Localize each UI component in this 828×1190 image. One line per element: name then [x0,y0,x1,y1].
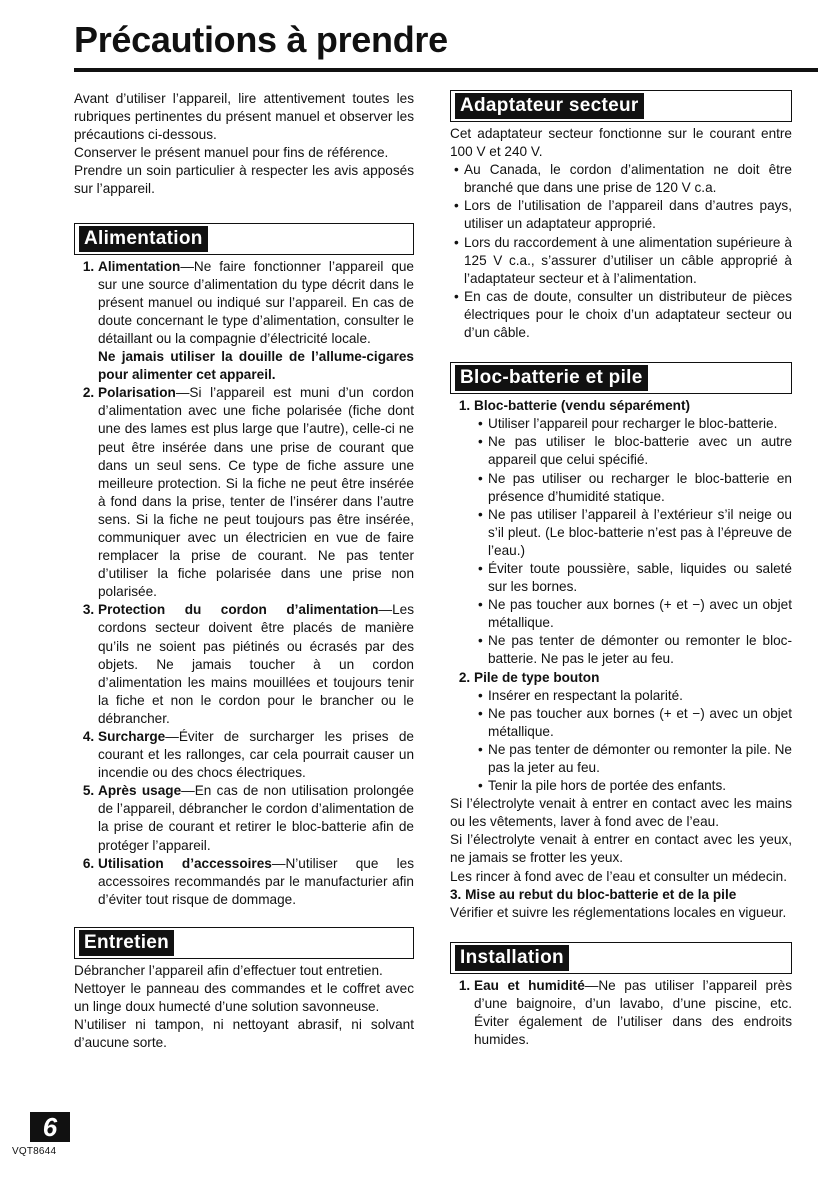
item-term: Protection du cordon d’alimentation [98,602,379,618]
model-code: VQT8644 [12,1146,57,1157]
alimentation-list [74,258,414,909]
item-text: —Ne faire fonctionner l’appareil que sur une source d’alimentation du type décrit dans le présent manuel ou indiqué sur l’appareil. En cas de doute concernant le type d’alimentation, consulter le détaillant ou la compagnie d’électricité locale. [98,258,414,346]
list-item [474,977,792,1049]
item-title: Bloc-batterie (vendu séparément) [474,398,691,414]
section-title-bloc-batterie: Bloc-batterie et pile [455,365,648,391]
item-text: —Si l’appareil est muni d’un cordon d’alimentation avec une fiche polarisée (fiche dont une des lames est plus large que l’autre), celle-ci ne peut être insérée dans une prise de courant que dans un seul sens. Ce type de fiche assure une meilleure protection. Si la fiche ne peut être insérée à fond dans la prise, tenter de l’insérer dans l’autre sens. Si la fiche ne peut toujours pas être insérée, communiquer avec un électricien en vue de faire remplacer la prise de courant. Ne pas tenter d’utiliser la fiche polarisée dans une prise non polarisée. [98,385,414,600]
bullet-item: • Ne pas toucher aux bornes (+ et −) avec un objet métallique. [488,705,792,741]
bullet-item: • Lors du raccordement à une alimentation supérieure à 125 V c.a., s’assurer d’utiliser un câble approprié à l’adaptateur secteur et à l’alimentation. [464,234,792,288]
right-column [450,90,792,1049]
bullet-item: • Ne pas toucher aux bornes (+ et −) avec un objet métallique. [488,596,792,632]
item-term: Surcharge [98,729,166,744]
entretien-paragraph: Débrancher l’appareil afin d’effectuer tout entretien. [74,962,383,978]
bloc-batterie-bullets [474,415,792,668]
section-header-entretien [74,927,414,959]
bullet-item: • Ne pas utiliser ou recharger le bloc-batterie en présence d’humidité statique. [488,470,792,506]
list-item [98,728,414,782]
item-text: —Les cordons secteur doivent être placés de manière qu’ils ne soient pas piétinés ou écrasés par des objets. Ne jamais toucher à un cordon d’alimentation les mains mouillées et toujours tenir la fiche et non le cordon pour le brancher ou le débrancher. [98,602,414,726]
entretien-paragraph: N’utiliser ni tampon, ni nettoyant abrasif, ni solvant d’aucune sorte. [74,1017,414,1051]
item-warning: Ne jamais utiliser la douille de l’allume-cigares pour alimenter cet appareil. [98,349,414,383]
bullet-item: • Ne pas tenter de démonter ou remonter le bloc-batterie. Ne pas le jeter au feu. [488,632,792,668]
bullet-item: • Éviter toute poussière, sable, liquides ou saleté sur les bornes. [488,560,792,596]
list-item [98,384,414,601]
list-item [474,669,792,796]
entretien-paragraph: Nettoyer le panneau des commandes et le coffret avec un linge doux humecté d’une solution savonneuse. [74,981,414,1015]
page-title: Précautions à prendre [74,19,448,60]
section-title-adaptateur: Adaptateur secteur [455,93,644,119]
bullet-item: • Insérer en respectant la polarité. [488,687,792,705]
bullet-item: • Tenir la pile hors de portée des enfants. [488,777,792,795]
bullet-item: • Lors de l’utilisation de l’appareil dans d’autres pays, utiliser un adaptateur approprié. [464,197,792,233]
item-term: Utilisation d’accessoires [98,855,272,871]
item-text: —Éviter de surcharger les prises de courant et les rallonges, car cela pourrait causer un incendie ou des chocs électriques. [98,729,414,781]
intro-paragraph: Avant d’utiliser l’appareil, lire attentivement toutes les rubriques pertinentes du présent manuel et observer les précautions ci-dessous. [74,91,414,143]
list-item [98,782,414,854]
installation-list [450,977,792,1049]
item3-title: 3. Mise au rebut du bloc-batterie et de la pile [450,886,737,902]
adaptateur-bullets [450,161,792,342]
item-title: Pile de type bouton [474,669,600,685]
adaptateur-intro: Cet adaptateur secteur fonctionne sur le courant entre 100 V et 240 V. [450,126,792,160]
list-item [98,258,414,385]
item3-text: Vérifier et suivre les réglementations locales en vigueur. [450,904,787,920]
section-title-installation: Installation [455,945,569,971]
bullet-item: • Utiliser l’appareil pour recharger le bloc-batterie. [488,415,792,433]
item-text: —En cas de non utilisation prolongée de l’appareil, débrancher le cordon d’alimentation de la prise de courant et retirer le bloc-batterie afin de protéger l’appareil. [98,783,414,853]
item-text: —Ne pas utiliser l’appareil près d’une baignoire, d’un lavabo, d’une piscine, etc. Éviter également de l’utiliser dans des endroits humides. [474,977,792,1048]
list-item [474,397,792,668]
bullet-item: • En cas de doute, consulter un distributeur de pièces électriques pour le choix d’un adaptateur secteur ou d’un câble. [464,288,792,342]
item-term: Alimentation [98,258,181,274]
section-title-alimentation: Alimentation [79,226,208,252]
section-header-installation [450,942,792,974]
item-text: —N’utiliser que les accessoires recommandés par le manufacturier afin d’éviter tout risque de dommage. [98,855,415,907]
section-header-alimentation [74,223,414,255]
section-header-adaptateur [450,90,792,122]
section-title-entretien: Entretien [79,930,174,956]
bloc-list [450,397,792,795]
bullet-item: • Ne pas utiliser le bloc-batterie avec un autre appareil que celui spécifié. [488,433,792,469]
item-term: Polarisation [98,385,176,401]
intro-paragraph: Conserver le présent manuel pour fins de référence. [74,145,389,161]
title-rule [74,68,818,72]
left-column [74,90,414,1052]
pile-bullets [474,687,792,796]
bullet-item: • Ne pas utiliser l’appareil à l’extérieur s’il neige ou s’il pleut. (Le bloc-batterie n’est pas à l’épreuve de l’eau.) [488,506,792,560]
electrolyte-paragraph: Les rincer à fond avec de l’eau et consulter un médecin. [450,868,788,884]
intro-paragraph: Prendre un soin particulier à respecter les avis apposés sur l’appareil. [74,163,414,197]
list-item [98,855,414,909]
page-number-badge: 6 [30,1112,70,1142]
item-term: Eau et humidité [474,977,585,993]
bullet-item: • Ne pas tenter de démonter ou remonter la pile. Ne pas la jeter au feu. [488,741,792,777]
list-item [98,601,414,728]
electrolyte-paragraph: Si l’électrolyte venait à entrer en contact avec les mains ou les vêtements, laver à fond avec de l’eau. [450,796,792,830]
item-term: Après usage [98,783,182,799]
bullet-item: • Au Canada, le cordon d’alimentation ne doit être branché que dans une prise de 120 V c.a. [464,161,792,197]
section-header-bloc-batterie [450,362,792,394]
electrolyte-paragraph: Si l’électrolyte venait à entrer en contact avec les yeux, ne jamais se frotter les yeux. [450,832,792,866]
